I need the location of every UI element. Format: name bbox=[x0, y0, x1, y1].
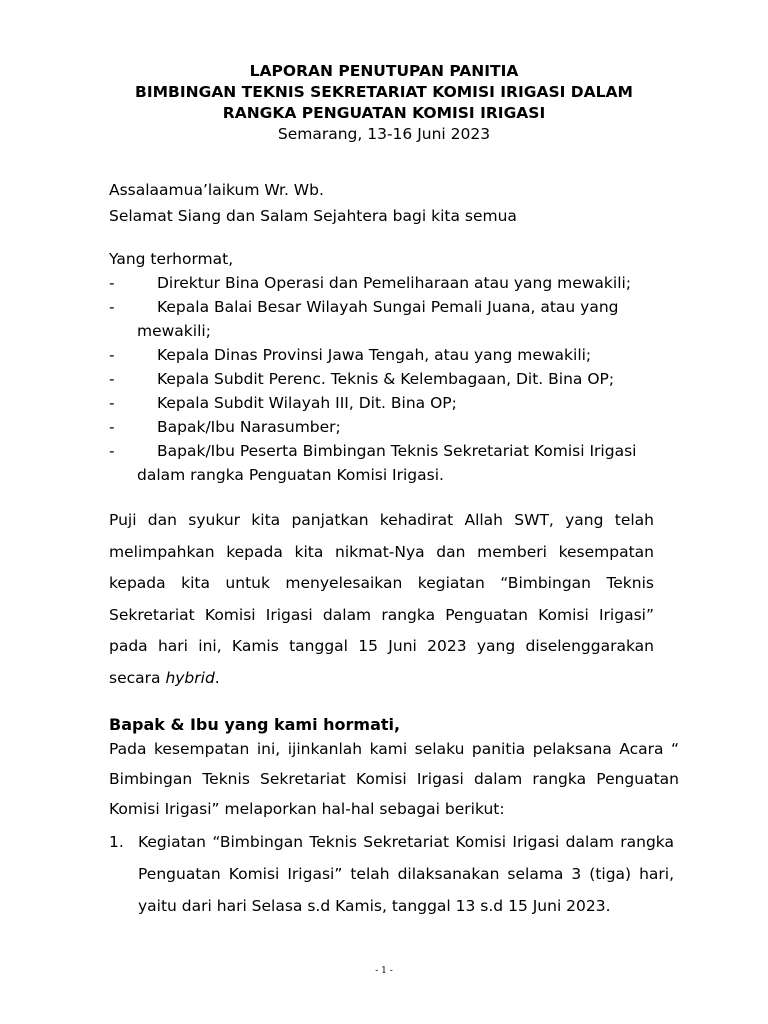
list-item-text: Kepala Dinas Provinsi Jawa Tengah, atau yang mewakili; bbox=[157, 346, 592, 364]
report-points-list bbox=[109, 826, 674, 922]
title-date: Semarang, 13-16 Juni 2023 bbox=[277, 125, 491, 143]
item-number: 1. bbox=[109, 833, 124, 851]
greeting-line-2: Selamat Siang dan Salam Sejahtera bagi kita semua bbox=[109, 207, 517, 225]
numbered-item-text: Kegiatan “Bimbingan Teknis Sekretariat Komisi Irigasi dalam rangka Penguatan Komisi Irigasi” telah dilaksanakan selama 3 (tiga) hari, yaitu dari hari Selasa s.d Kamis, tanggal 13 s.d 15 Juni 2023. bbox=[138, 833, 674, 915]
opening-paragraph-end: . bbox=[214, 668, 220, 687]
opening-paragraph-italic: hybrid bbox=[165, 668, 215, 687]
list-item-continuation: mewakili; bbox=[137, 322, 211, 340]
list-item-continuation: dalam rangka Penguatan Komisi Irigasi. bbox=[137, 466, 444, 484]
bullet-dash: - bbox=[109, 442, 115, 460]
report-intro-paragraph: Pada kesempatan ini, ijinkanlah kami selaku panitia pelaksana Acara “ Bimbingan Teknis Sekretariat Komisi Irigasi dalam rangka Penguatan Komisi Irigasi” melaporkan hal-hal sebagai berikut: bbox=[109, 740, 679, 818]
list-item bbox=[109, 367, 654, 391]
bullet-dash: - bbox=[109, 346, 115, 364]
list-item-text: Bapak/Ibu Peserta Bimbingan Teknis Sekretariat Komisi Irigasi bbox=[157, 442, 637, 460]
list-item bbox=[109, 391, 654, 415]
list-item-text: Kepala Subdit Wilayah III, Dit. Bina OP; bbox=[157, 394, 457, 412]
list-item-text: Direktur Bina Operasi dan Pemeliharaan atau yang mewakili; bbox=[157, 274, 632, 292]
title-line-2: BIMBINGAN TEKNIS SEKRETARIAT KOMISI IRIGASI DALAM bbox=[135, 83, 633, 101]
bullet-dash: - bbox=[109, 394, 115, 412]
opening-paragraph bbox=[109, 505, 654, 694]
list-item bbox=[109, 439, 654, 487]
bullet-dash: - bbox=[109, 298, 115, 316]
list-item-text: Kepala Balai Besar Wilayah Sungai Pemali Juana, atau yang bbox=[157, 298, 619, 316]
bullet-dash: - bbox=[109, 370, 115, 388]
section-subheading: Bapak & Ibu yang kami hormati, bbox=[109, 715, 401, 734]
bullet-dash: - bbox=[109, 418, 115, 436]
recipients-list bbox=[109, 271, 654, 487]
greeting bbox=[109, 177, 517, 229]
list-item bbox=[109, 415, 654, 439]
page-number: - 1 - bbox=[375, 966, 393, 976]
list-item bbox=[109, 343, 654, 367]
title-line-3: RANGKA PENGUATAN KOMISI IRIGASI bbox=[222, 104, 546, 122]
numbered-item bbox=[109, 826, 674, 922]
recipients-heading: Yang terhormat, bbox=[109, 250, 234, 268]
list-item bbox=[109, 295, 654, 343]
list-item bbox=[109, 271, 654, 295]
title-line-1: LAPORAN PENUTUPAN PANITIA bbox=[249, 62, 519, 80]
bullet-dash: - bbox=[109, 274, 115, 292]
report-title bbox=[0, 61, 768, 145]
list-item-text: Kepala Subdit Perenc. Teknis & Kelembagaan, Dit. Bina OP; bbox=[157, 370, 615, 388]
greeting-line-1: Assalaamua’laikum Wr. Wb. bbox=[109, 181, 324, 199]
recipients-section bbox=[109, 247, 654, 487]
list-item-text: Bapak/Ibu Narasumber; bbox=[157, 418, 341, 436]
opening-paragraph-text: Puji dan syukur kita panjatkan kehadirat Allah SWT, yang telah melimpahkan kepada kita nikmat-Nya dan memberi kesempatan kepada kita untuk menyelesaikan kegiatan “Bimbingan Teknis Sekretariat Komisi Irigasi dalam rangka Penguatan Komisi Irigasi” pada hari ini, Kamis tanggal 15 Juni 2023 yang diselenggarakan secara bbox=[109, 511, 654, 687]
